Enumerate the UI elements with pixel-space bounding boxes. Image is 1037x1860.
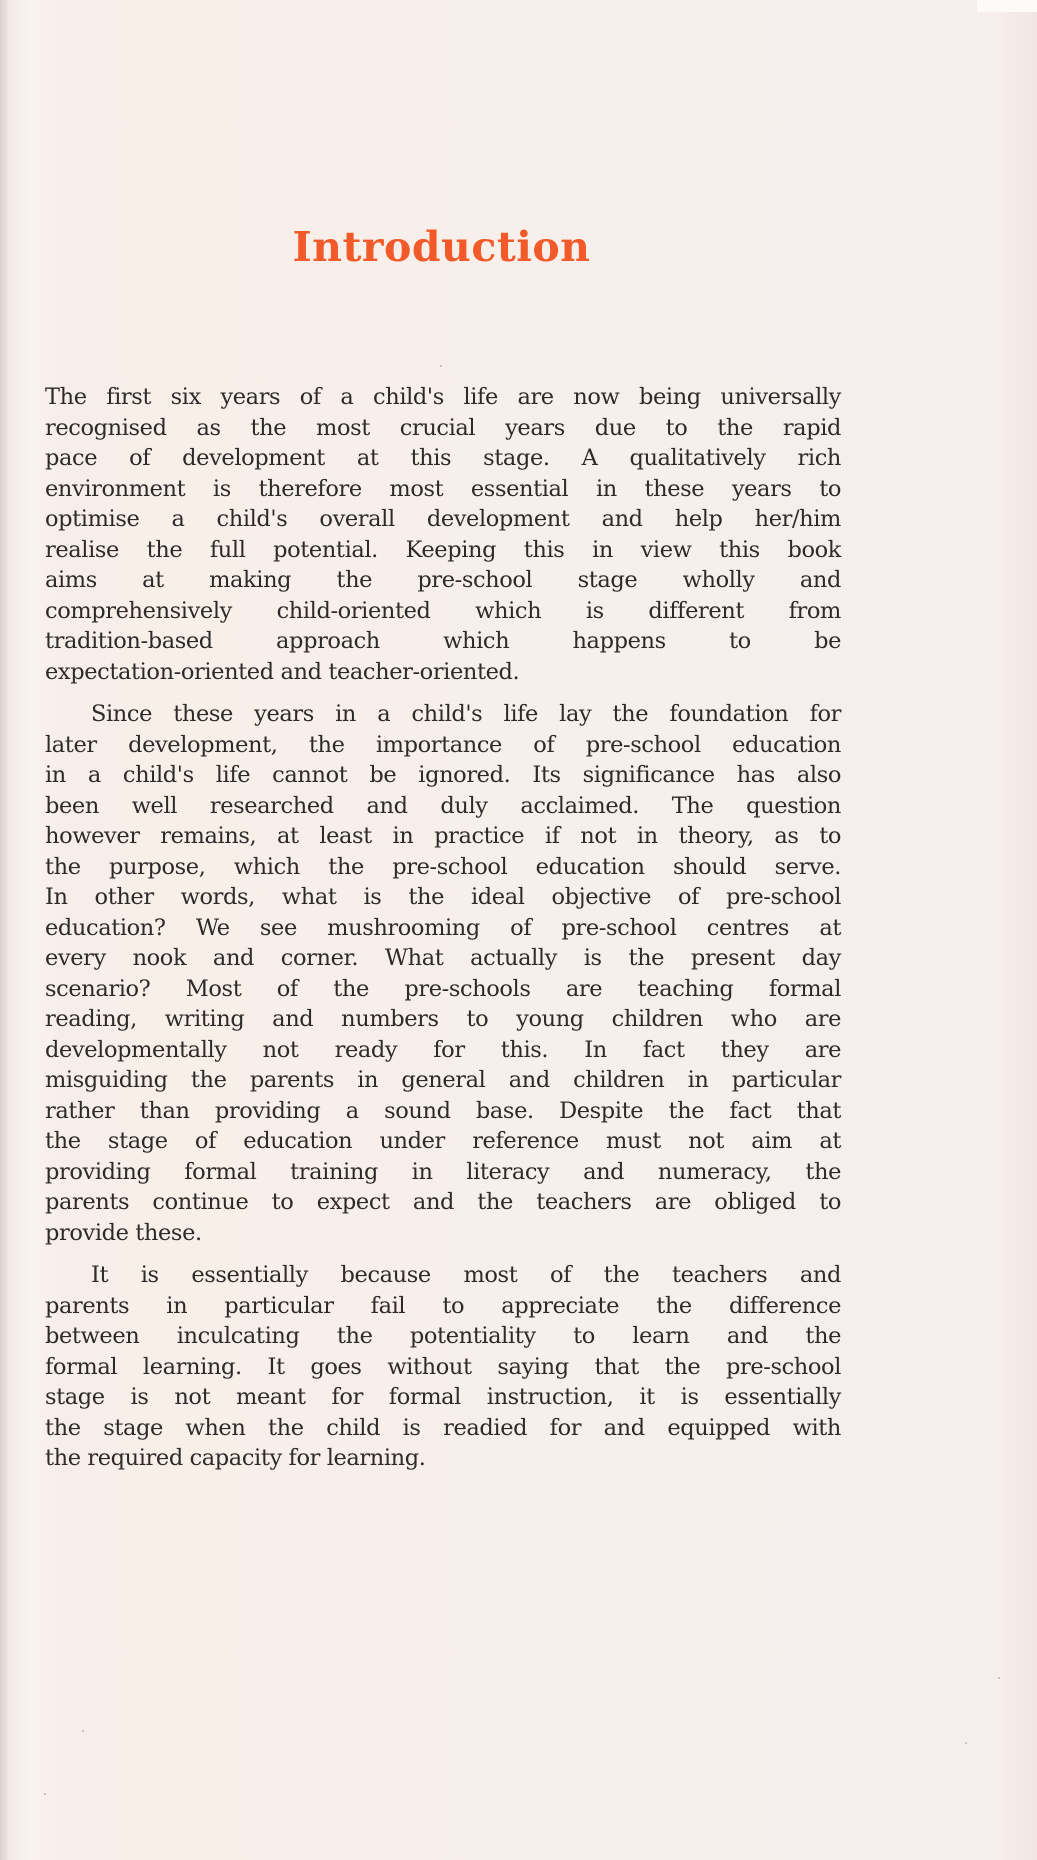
text-line: between inculcating the potentiality to learn and the: [45, 1323, 841, 1349]
paper-speck: [998, 1677, 1000, 1679]
text-line: scenario? Most of the pre-schools are teaching formal: [45, 975, 841, 1002]
text-line: aims at making the pre-school stage wholly and: [45, 567, 841, 593]
text-line: the stage of education under reference must not aim at: [45, 1128, 841, 1154]
text-line: comprehensively child-oriented which is different from: [45, 597, 841, 624]
paragraph-1: [45, 382, 841, 687]
text-line: however remains, at least in practice if not in theory, as to: [45, 823, 841, 849]
text-line: rather than providing a sound base. Despite the fact that: [45, 1097, 841, 1124]
text-line: provide these.: [45, 1219, 202, 1246]
text-line: the required capacity for learning.: [45, 1445, 426, 1471]
body-text: [45, 382, 841, 1486]
paper-speck: [44, 1793, 46, 1795]
text-line: It is essentially because most of the teachers and: [91, 1262, 841, 1288]
text-line: Since these years in a child's life lay the foundation for: [91, 701, 841, 727]
paper-speck: [440, 365, 442, 367]
text-line: parents in particular fail to appreciate the difference: [45, 1292, 841, 1319]
text-line: providing formal training in literacy and numeracy, the: [45, 1158, 841, 1185]
text-line: in a child's life cannot be ignored. Its significance has also: [45, 762, 841, 788]
text-line: tradition-based approach which happens to be: [45, 628, 841, 654]
text-line: later development, the importance of pre-school education: [45, 731, 841, 758]
text-line: environment is therefore most essential in these years to: [45, 475, 841, 502]
text-line: expectation-oriented and teacher-oriented.: [45, 658, 520, 685]
page-title: Introduction: [292, 223, 591, 271]
text-line: the purpose, which the pre-school education should serve.: [45, 853, 841, 880]
text-line: optimise a child's overall development and help her/him: [45, 506, 841, 532]
paper-speck: [965, 1742, 967, 1744]
text-line: misguiding the parents in general and children in particular: [45, 1067, 841, 1093]
text-line: developmentally not ready for this. In fact they are: [45, 1036, 841, 1063]
text-line: In other words, what is the ideal objective of pre-school: [45, 884, 841, 910]
text-line: realise the full potential. Keeping this in view this book: [45, 536, 841, 563]
text-line: pace of development at this stage. A qualitatively rich: [45, 445, 841, 471]
text-line: recognised as the most crucial years due to the rapid: [45, 414, 841, 441]
text-line: The first six years of a child's life are now being universally: [45, 384, 841, 410]
text-line: stage is not meant for formal instruction, it is essentially: [45, 1384, 841, 1410]
paragraph-3: [45, 1260, 841, 1474]
paragraph-2: [45, 699, 841, 1248]
text-line: formal learning. It goes without saying that the pre-school: [45, 1353, 841, 1380]
text-line: education? We see mushrooming of pre-school centres at: [45, 914, 841, 941]
paper-speck: [82, 1730, 84, 1732]
text-line: reading, writing and numbers to young children who are: [45, 1006, 841, 1032]
text-line: every nook and corner. What actually is the present day: [45, 945, 841, 971]
text-line: been well researched and duly acclaimed. The question: [45, 792, 841, 819]
text-line: the stage when the child is readied for and equipped with: [45, 1414, 841, 1441]
text-line: parents continue to expect and the teachers are obliged to: [45, 1189, 841, 1215]
